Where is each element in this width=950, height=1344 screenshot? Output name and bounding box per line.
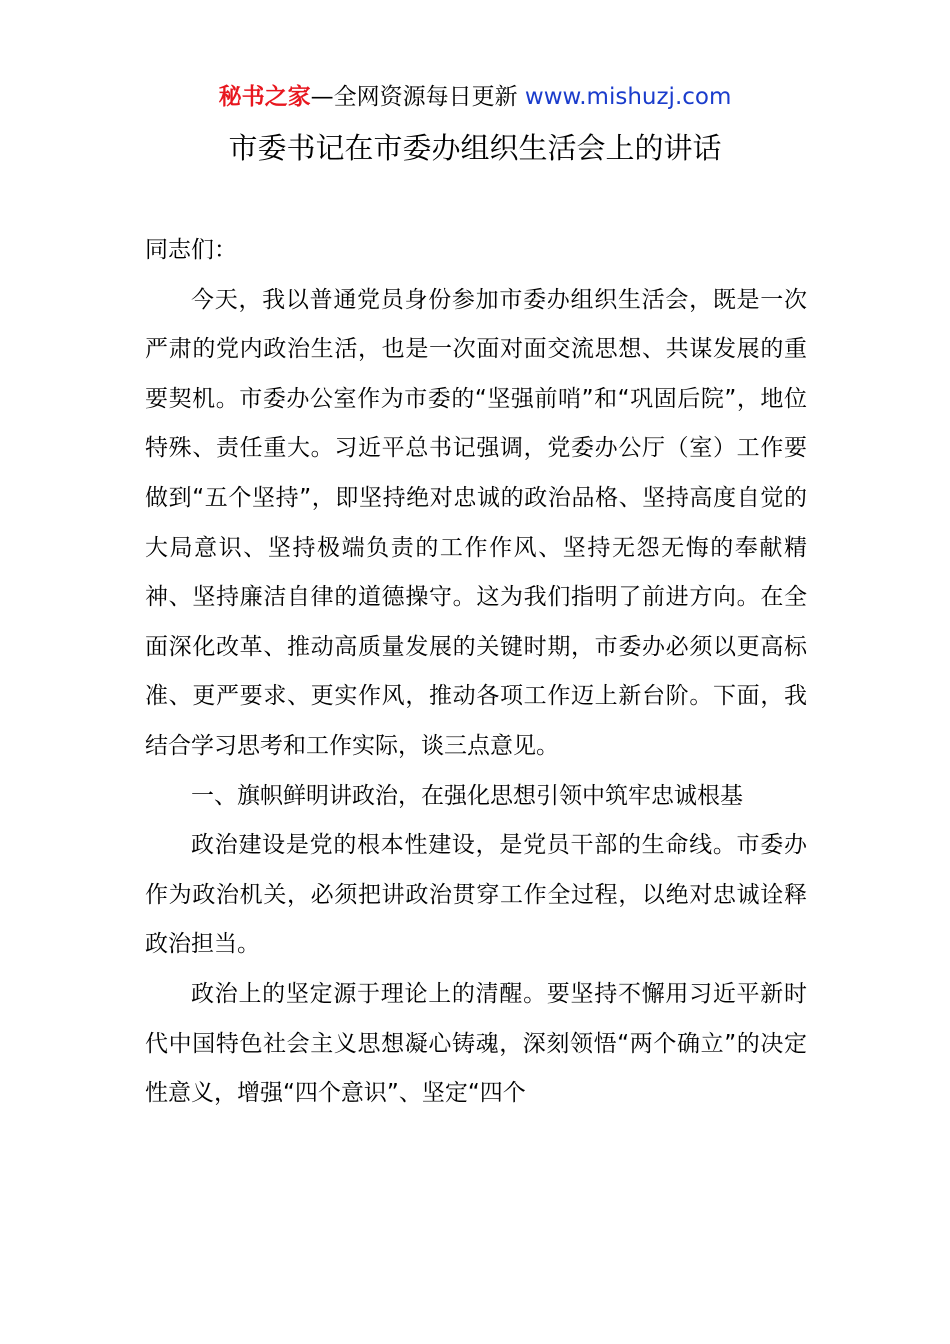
paragraph-intro: 今天，我以普通党员身份参加市委办组织生活会，既是一次严肃的党内政治生活，也是一次面对面交流思想、共谋发展的重要契机。市委办公室作为市委的“坚强前哨”和“巩固后院”，地位特殊、责任重大。习近平总书记强调，党委办公厅（室）工作要做到“五个坚持”，即坚持绝对忠诚的政治品格、坚持高度自觉的大局意识、坚持极端负责的工作作风、坚持无怨无悔的奉献精神、坚持廉洁自律的道德操守。这为我们指明了前进方向。在全面深化改革、推动高质量发展的关键时期，市委办必须以更高标准、更严要求、更实作风，推动各项工作迈上新台阶。下面，我结合学习思考和工作实际，谈三点意见。 bbox=[145, 286, 807, 759]
section-heading-1: 一、旗帜鲜明讲政治，在强化思想引领中筑牢忠诚根基 bbox=[191, 782, 743, 809]
salutation: 同志们： bbox=[145, 237, 237, 263]
document-body bbox=[145, 226, 807, 1119]
site-brand: 秘书之家 bbox=[218, 84, 311, 110]
site-url-link[interactable]: www.mishuzj.com bbox=[524, 84, 732, 110]
paragraph-3: 政治上的坚定源于理论上的清醒。要坚持不懈用习近平新时代中国特色社会主义思想凝心铸魂，深刻领悟“两个确立”的决定性意义，增强“四个意识”、坚定“四个 bbox=[145, 980, 807, 1107]
site-tagline: —全网资源每日更新 bbox=[310, 84, 525, 110]
site-header bbox=[0, 82, 950, 112]
document-title: 市委书记在市委办组织生活会上的讲话 bbox=[228, 131, 722, 165]
paragraph-2: 政治建设是党的根本性建设，是党员干部的生命线。市委办作为政治机关，必须把讲政治贯穿工作全过程，以绝对忠诚诠释政治担当。 bbox=[145, 832, 807, 958]
